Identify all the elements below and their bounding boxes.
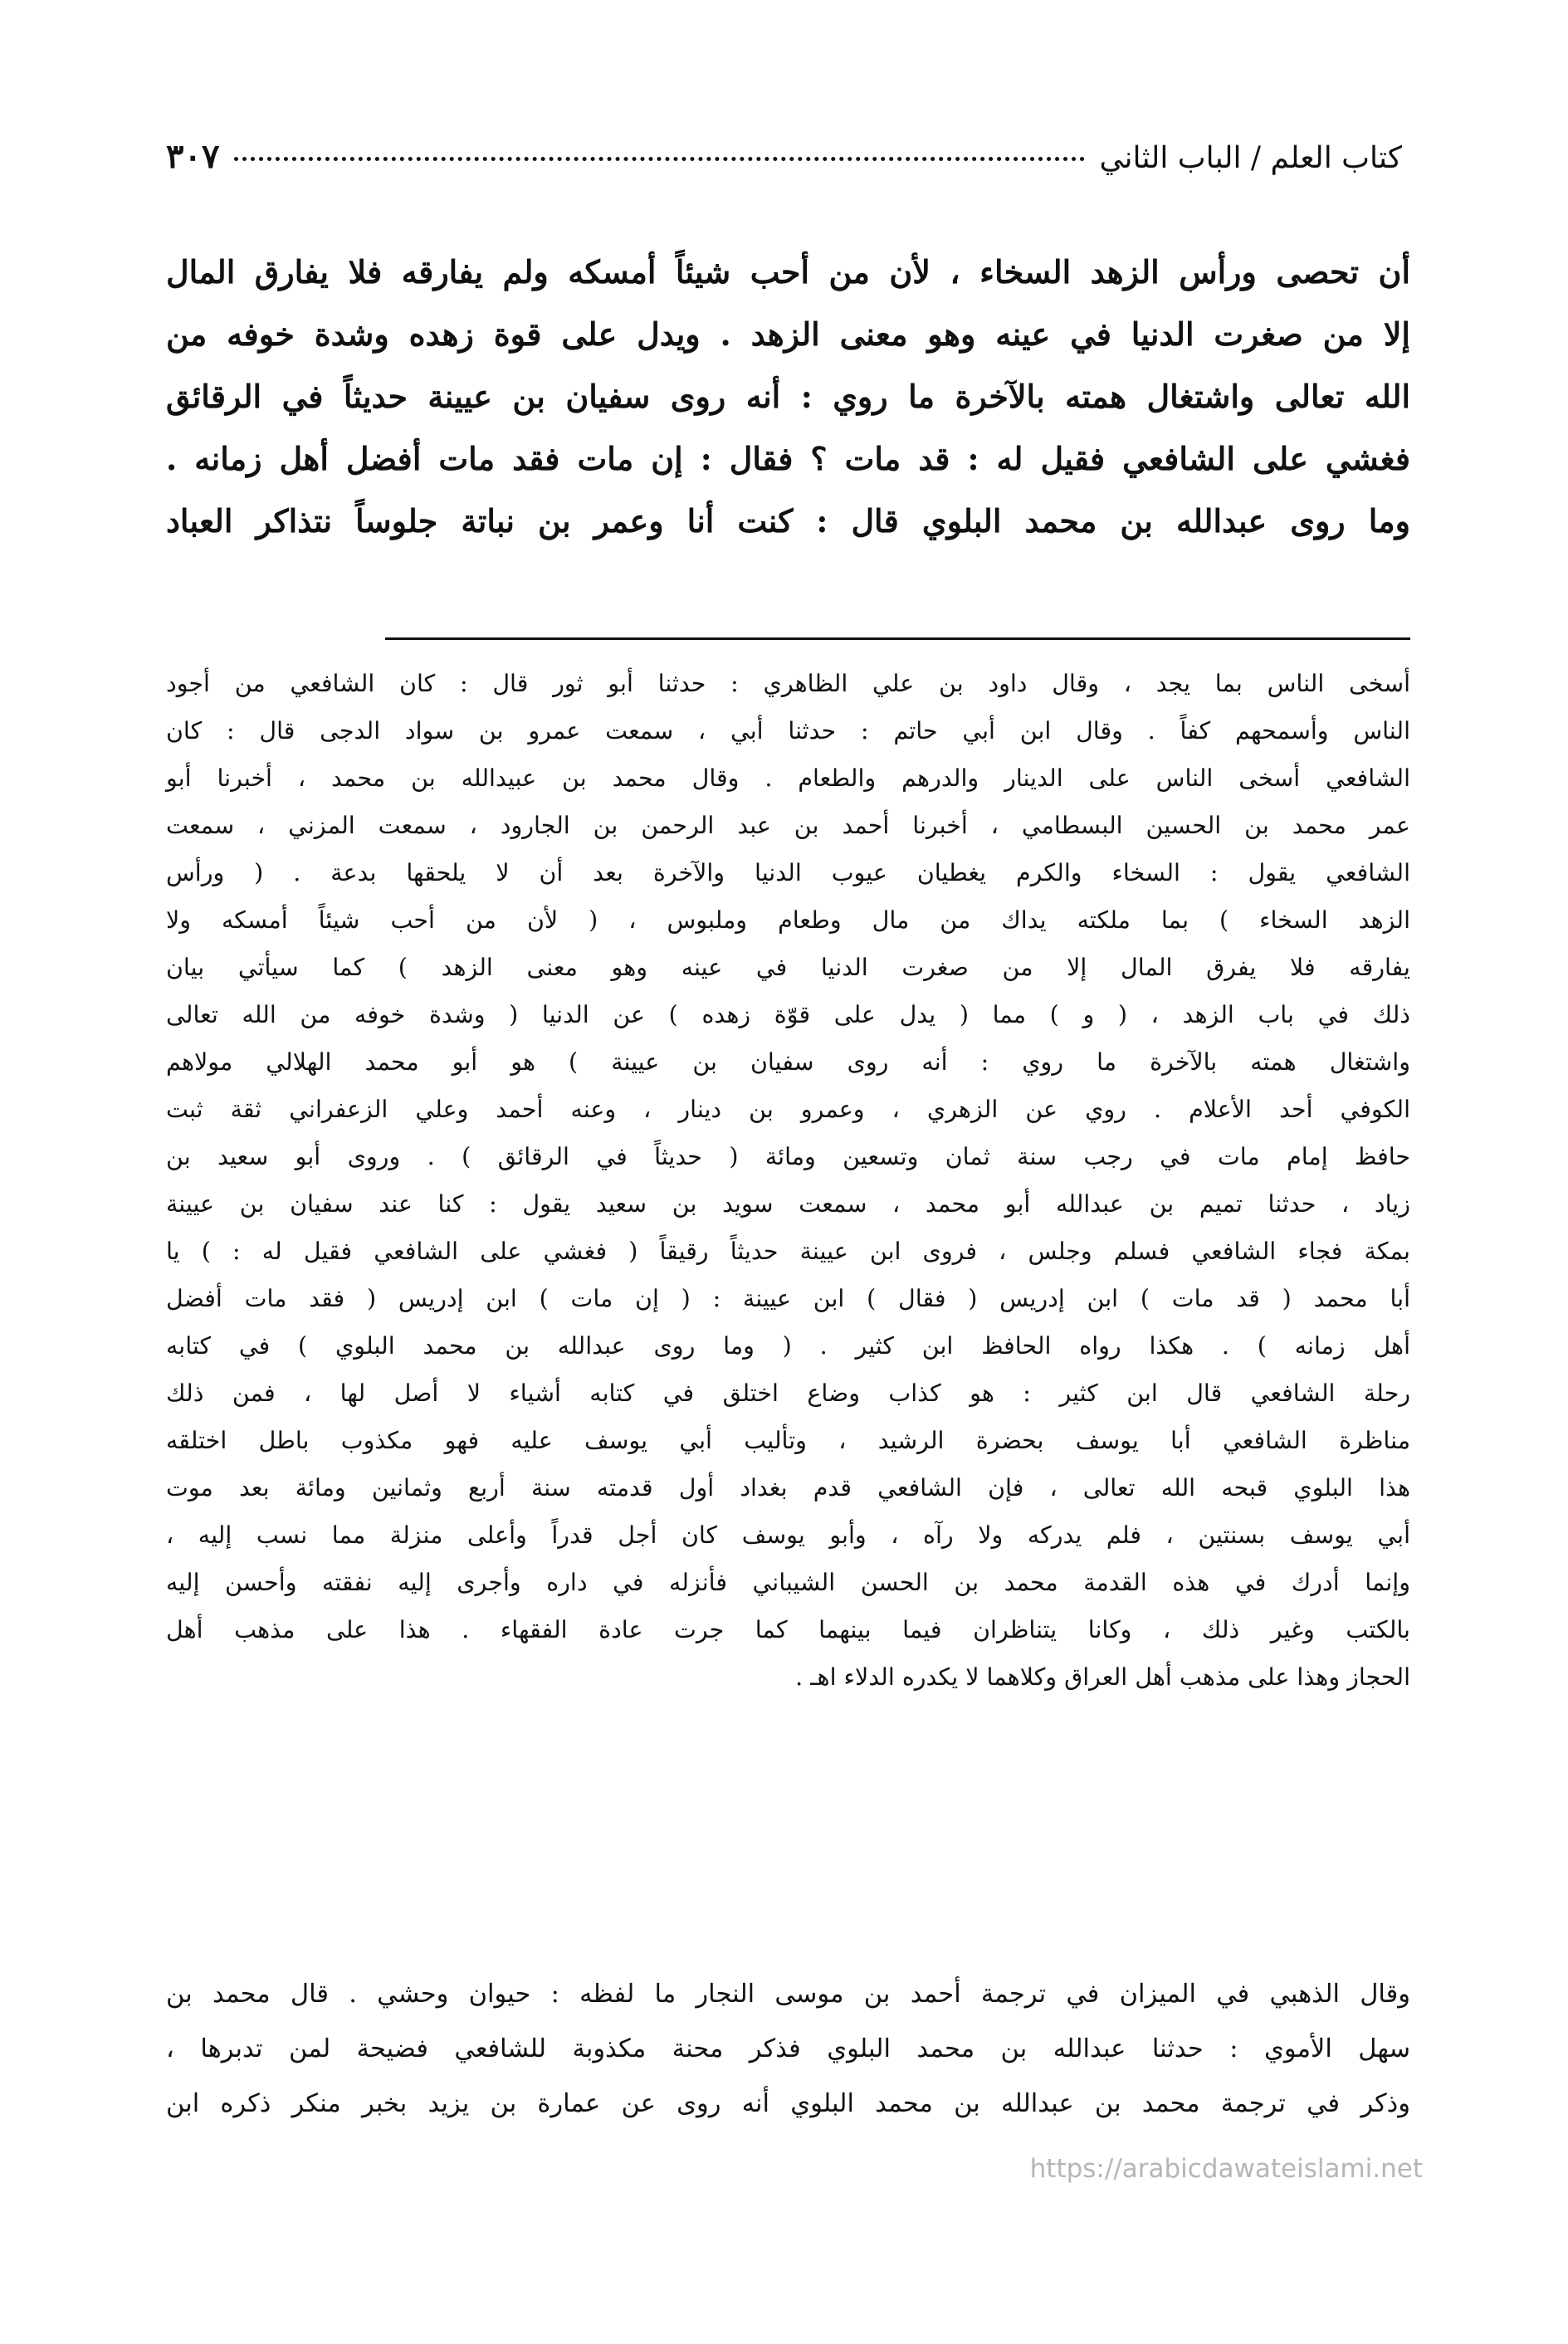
commentary-line: أبي يوسف بسنتين ، فلم يدركه ولا رآه ، وأبو يوسف كان أجل قدراً وأعلى منزلة مما نسب إليه ، [166,1521,1410,1549]
footnote-separator [385,637,1410,640]
main-line: أن تحصى ورأس الزهد السخاء ، لأن من أحب شيئاً أمسكه ولم يفارقه فلا يفارق المال [166,253,1410,291]
main-line: فغشي على الشافعي فقيل له : قد مات ؟ فقال : إن مات فقد مات أفضل أهل زمانه . [166,440,1410,477]
commentary-line: الحجاز وهذا على مذهب أهل العراق وكلاهما لا يكدره الدلاء اهـ . [795,1663,1410,1691]
commentary-line: الشافعي أسخى الناس على الدينار والدرهم والطعام . وقال محمد بن عبيدالله بن محمد ، أخبرنا أبو [166,764,1410,792]
main-line: الله تعالى واشتغال همته بالآخرة ما روي : أنه روى سفيان بن عيينة حديثاً في الرقائق [166,378,1410,415]
commentary-text [166,660,1410,1701]
commentary-line: بالكتب وغير ذلك ، وكانا يتناظران فيما بينهما كما جرت عادة الفقهاء . هذا على مذهب أهل [166,1616,1410,1643]
continuation-line: سهل الأموي : حدثنا عبدالله بن محمد البلوي فذكر محنة مكذوبة للشافعي فضيحة لمن تدبرها ، [166,2034,1410,2063]
commentary-line: أهل زمانه ) . هكذا رواه الحافظ ابن كثير . ( وما روى عبدالله بن محمد البلوي ) في كتابه [166,1332,1410,1360]
commentary-line: مناظرة الشافعي أبا يوسف بحضرة الرشيد ، وتأليب أبي يوسف عليه فهو مكذوب باطل اختلقه [166,1427,1410,1454]
commentary-line: أسخى الناس بما يجد ، وقال داود بن علي الظاهري : حدثنا أبو ثور قال : كان الشافعي من أجود [166,670,1410,697]
commentary-line: الناس وأسمحهم كفاً . وقال ابن أبي حاتم : حدثنا أبي ، سمعت عمرو بن سواد الدجى قال : كان [166,717,1410,745]
commentary-line: أبا محمد ( قد مات ) ابن إدريس ( فقال ) ابن عيينة : ( إن مات ) ابن إدريس ( فقد مات أفضل [166,1285,1410,1312]
commentary-line: الشافعي يقول : السخاء والكرم يغطيان عيوب الدنيا والآخرة بعد أن لا يلحقها بدعة . ( ورأس [166,859,1410,886]
commentary-line: وإنما أدرك في هذه القدمة محمد بن الحسن الشيباني فأنزله في داره وأجرى إليه نفقته وأحسن إليه [166,1569,1410,1596]
watermark-url: https://arabicdawateislami.net [1029,2154,1423,2184]
commentary-line: يفارقه فلا يفرق المال إلا من صغرت الدنيا في عينه وهو معنى الزهد ) كما سيأتي بيان [166,954,1410,981]
header-title: كتاب العلم / الباب الثاني [1099,141,1402,175]
commentary-line: واشتغال همته بالآخرة ما روي : أنه روى سفيان بن عيينة ) هو أبو محمد الهلالي مولاهم [166,1048,1410,1076]
commentary-line: بمكة فجاء الشافعي فسلم وجلس ، فروى ابن عيينة حديثاً رقيقاً ( فغشي على الشافعي فقيل له : ) يا [166,1238,1410,1265]
continuation-line: وقال الذهبي في الميزان في ترجمة أحمد بن موسى النجار ما لفظه : حيوان وحشي . قال محمد بن [166,1980,1410,2009]
commentary-line: ذلك في باب الزهد ، ( و ) مما ( يدل على قوّة زهده ) عن الدنيا ( وشدة خوفه من الله تعالى [166,1001,1410,1028]
commentary-line: الكوفي أحد الأعلام . روي عن الزهري ، وعمرو بن دينار ، وعنه أحمد وعلي الزعفراني ثقة ثبت [166,1096,1410,1123]
main-text [166,241,1410,552]
running-header [166,137,1402,176]
commentary-line: حافظ إمام مات في رجب سنة ثمان وتسعين ومائة ( حديثاً في الرقائق ) . وروى أبو سعيد بن [166,1143,1410,1170]
header-leader-dots [234,156,1084,161]
main-line: وما روى عبدالله بن محمد البلوي قال : كنت أنا وعمر بن نباتة جلوساً نتذاكر العباد [166,502,1410,540]
commentary-line: عمر محمد بن الحسين البسطامي ، أخبرنا أحمد بن عبد الرحمن بن الجارود ، سمعت المزني ، سمعت [166,812,1410,839]
commentary-line: الزهد السخاء ) بما ملكته يداك من مال وطعام وملبوس ، ( لأن من أحب شيئاً أمسكه ولا [166,906,1410,934]
commentary-line: هذا البلوي قبحه الله تعالى ، فإن الشافعي قدم بغداد أول قدمته سنة أربع وثمانين ومائة بعد موت [166,1474,1410,1502]
continuation-line: وذكر في ترجمة محمد بن عبدالله بن محمد البلوي أنه روى عن عمارة بن يزيد بخبر منكر ذكره ابن [166,2089,1410,2118]
commentary-line: رحلة الشافعي قال ابن كثير : هو كذاب وضاع اختلق في كتابه أشياء لا أصل لها ، فمن ذلك [166,1380,1410,1407]
continuation-text [166,1967,1410,2132]
page-number: ٣٠٧ [166,137,220,176]
commentary-line: زياد ، حدثنا تميم بن عبدالله أبو محمد ، سمعت سويد بن سعيد يقول : كنا عند سفيان بن عيينة [166,1190,1410,1218]
main-line: إلا من صغرت الدنيا في عينه وهو معنى الزهد . ويدل على قوة زهده وشدة خوفه من [166,315,1410,353]
